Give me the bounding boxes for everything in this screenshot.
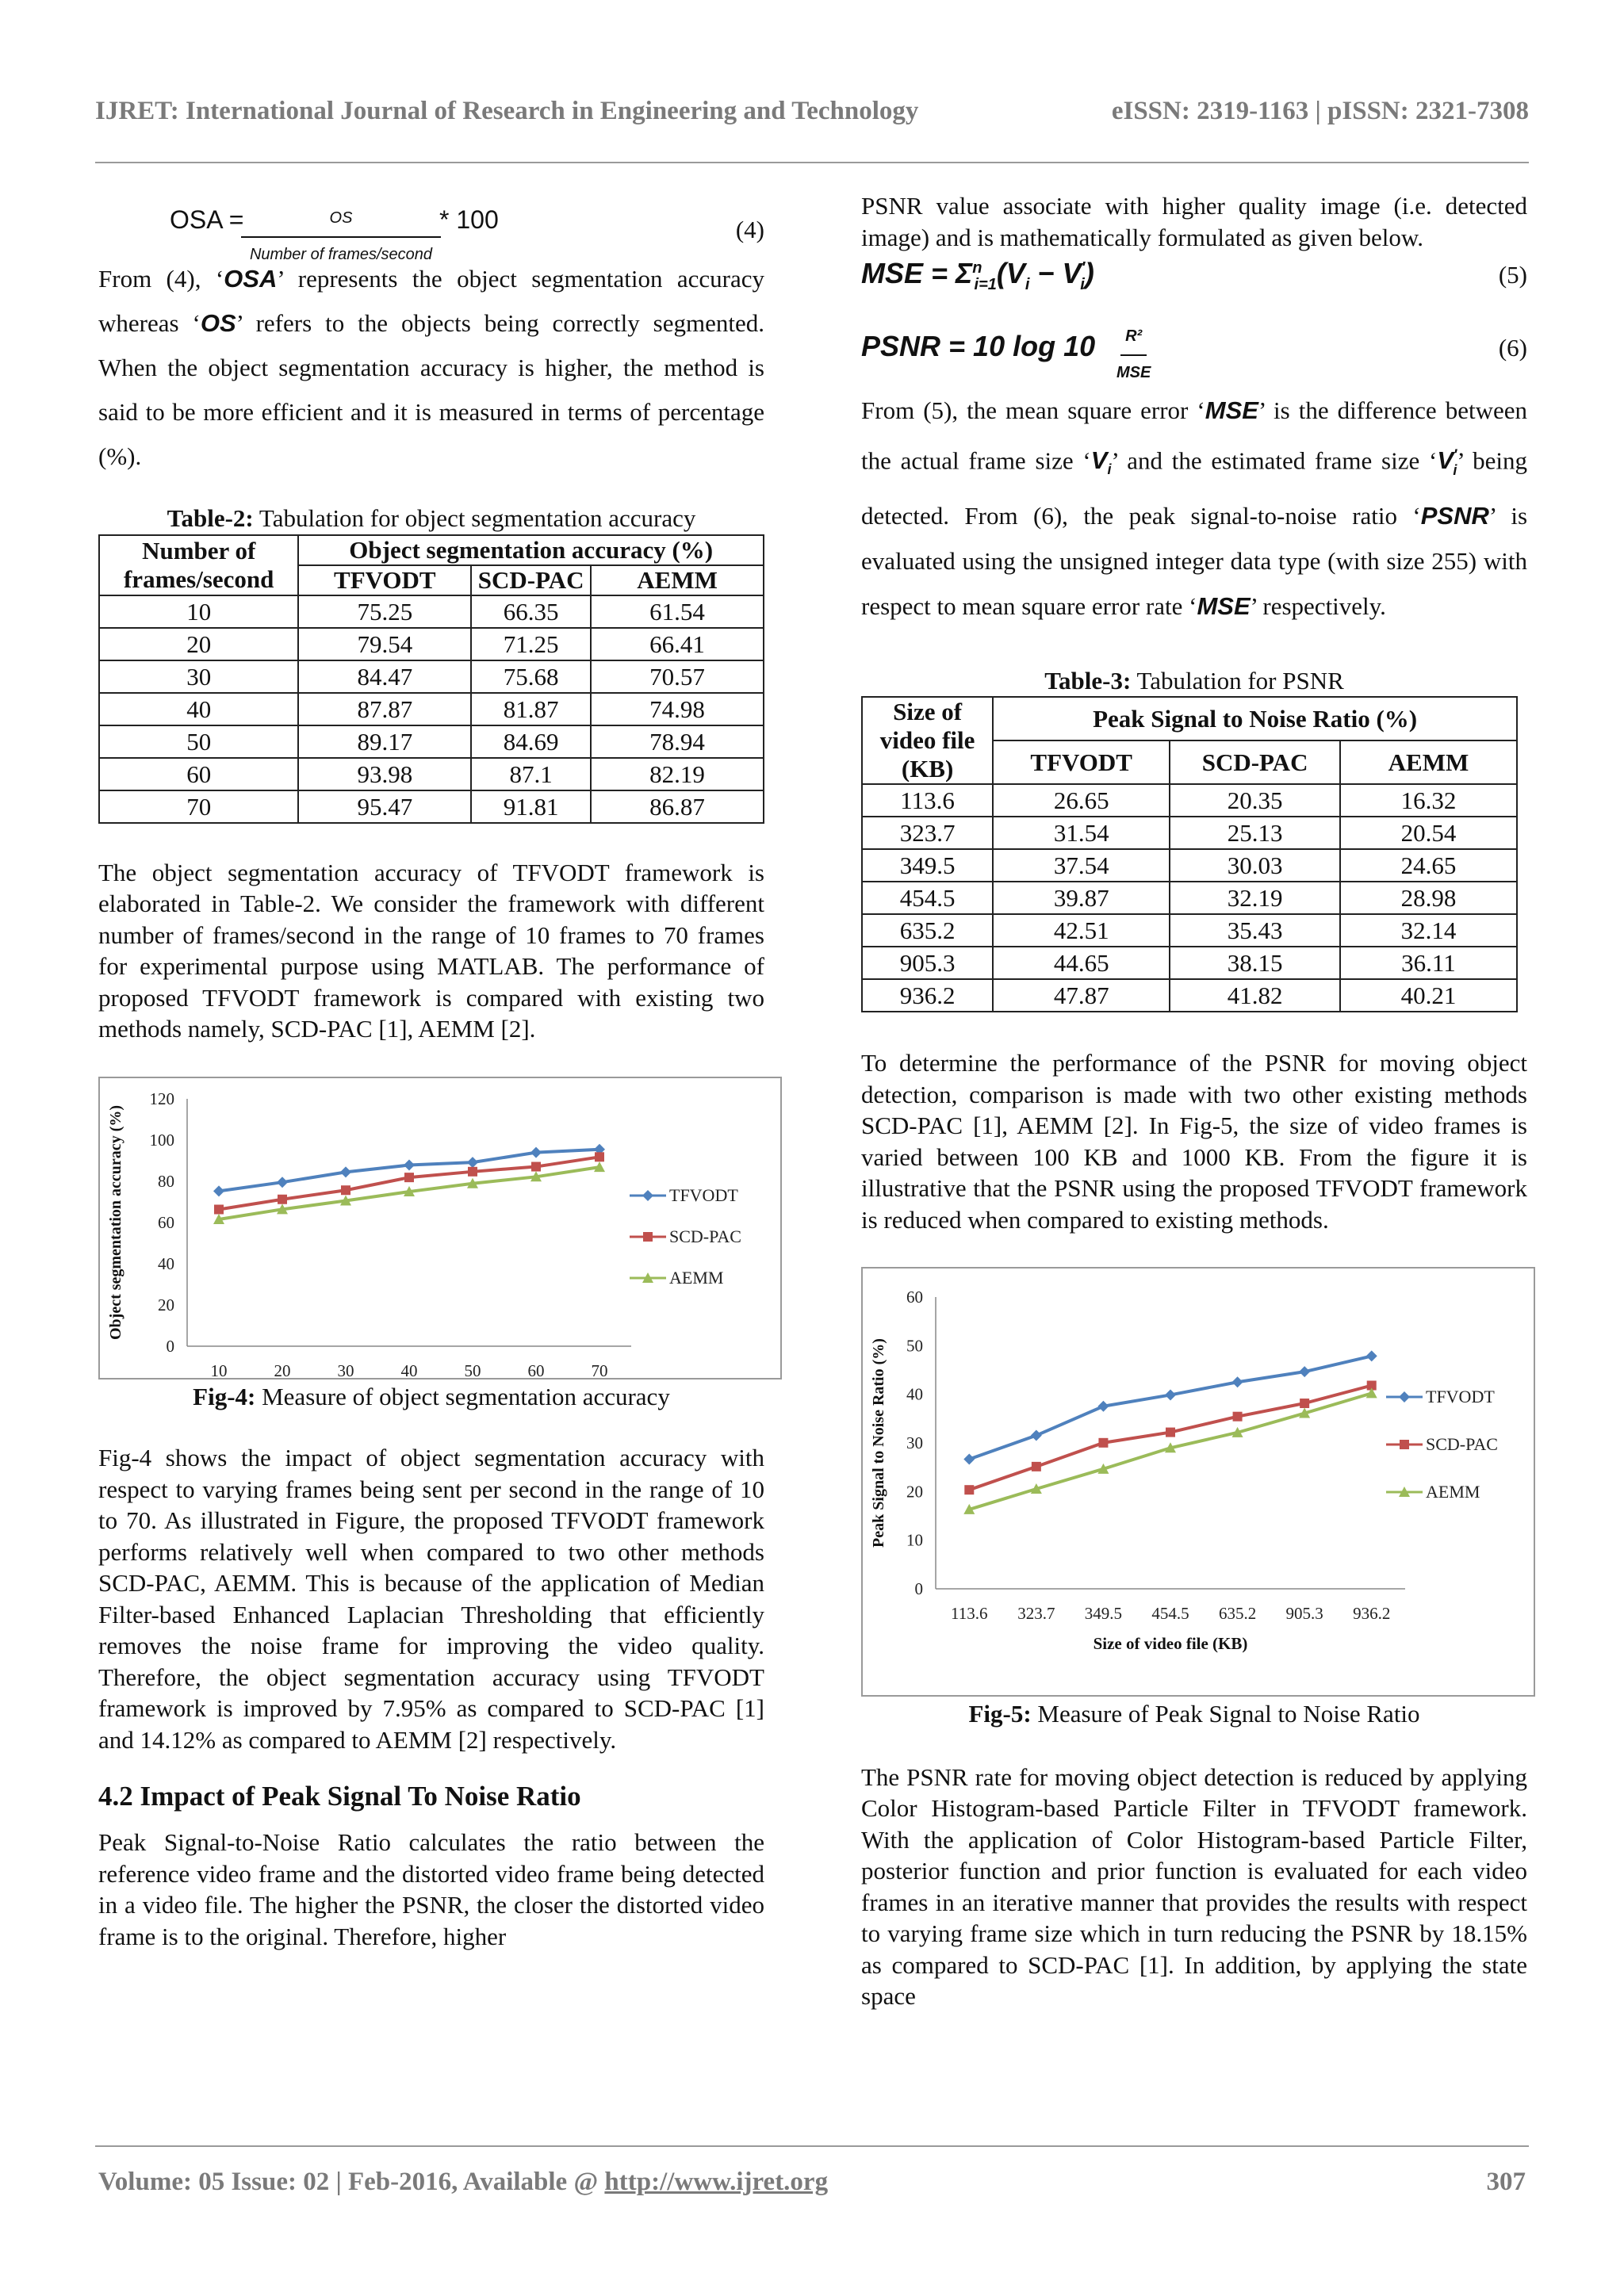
table3-cell: 30.03 [1170, 849, 1340, 882]
table3-cell: 936.2 [862, 979, 993, 1012]
table2-cell: 87.1 [471, 758, 591, 790]
table3-cell: 32.14 [1340, 914, 1517, 947]
data-point-tfvodt [1366, 1350, 1377, 1361]
table2-cell: 30 [99, 660, 298, 693]
eq5-sub: i=1 [974, 276, 997, 294]
y-tick-label: 20 [158, 1295, 174, 1314]
equation-4 [98, 190, 764, 263]
table3-cell: 35.43 [1170, 914, 1340, 947]
data-point-tfvodt [213, 1185, 224, 1196]
eq6-denominator: MSE [1116, 363, 1151, 381]
table2-cell: 70 [99, 790, 298, 823]
table3-cell: 44.65 [993, 947, 1170, 979]
y-tick-label: 40 [906, 1384, 923, 1404]
table2-row [99, 758, 764, 790]
eq5-formula [861, 253, 1094, 301]
data-point-scd-pac [468, 1166, 477, 1176]
psnr-quality-paragraph: PSNR value associate with higher quality image (i.e. detected image) and is mathematically formulated as given below. [861, 192, 1527, 251]
y-tick-label: 0 [166, 1336, 174, 1356]
mse-psnr-definition-paragraph [861, 388, 1527, 629]
table3-cell: 42.51 [993, 914, 1170, 947]
table2-cell: 84.47 [298, 660, 471, 693]
p1-text-c: ’ refers to the objects being correctly segmented. When the object segmentation accuracy is higher, the method is said to be more efficient and it is measured in terms of percentage (%). [98, 309, 764, 470]
table3-row [862, 979, 1517, 1012]
table2-cell: 93.98 [298, 758, 471, 790]
p2-text-f: ’ respectively. [1250, 591, 1386, 620]
page-number: 307 [1486, 2168, 1526, 2196]
legend-marker-tfvodt [642, 1190, 653, 1201]
data-point-tfvodt [1232, 1376, 1243, 1387]
table3-cell: 32.19 [1170, 882, 1340, 914]
table2-cell: 60 [99, 758, 298, 790]
legend-label-aemm: AEMM [669, 1267, 724, 1288]
eq4-denominator: Number of frames/second [249, 245, 433, 263]
data-point-tfvodt [404, 1159, 415, 1170]
data-point-tfvodt [530, 1146, 542, 1158]
eq4-rhs: * 100 [439, 205, 499, 234]
data-point-scd-pac [404, 1173, 414, 1182]
equation-6 [861, 321, 1527, 381]
table3-cell: 113.6 [862, 784, 993, 817]
table2-group-header: Object segmentation accuracy (%) [298, 535, 764, 565]
table2-col-scdpac: SCD-PAC [471, 565, 591, 595]
eq5-sub3: i [1080, 276, 1085, 294]
table2-caption [98, 503, 764, 534]
table3-col-tfvodt: TFVODT [993, 740, 1170, 784]
table3-row [862, 914, 1517, 947]
eq4-fraction [241, 203, 441, 270]
table3-cell: 31.54 [993, 817, 1170, 849]
legend-marker-scd-pac [643, 1232, 653, 1242]
table3-cell: 28.98 [1340, 882, 1517, 914]
x-tick-label: 40 [400, 1360, 418, 1378]
eq6-fraction [1116, 321, 1151, 388]
table2-cell: 79.54 [298, 628, 471, 660]
table2-caption-label: Table-2: [167, 504, 254, 532]
table3-cell: 26.65 [993, 784, 1170, 817]
table3-cell: 38.15 [1170, 947, 1340, 979]
table3-cell: 39.87 [993, 882, 1170, 914]
eq5-number: (5) [1498, 261, 1527, 289]
x-tick-label: 323.7 [1017, 1604, 1055, 1624]
x-tick-label: 349.5 [1084, 1604, 1123, 1624]
table3-caption-label: Table-3: [1044, 666, 1132, 695]
y-tick-label: 20 [906, 1482, 923, 1502]
y-axis-title: Object segmentation accuracy (%) [107, 1104, 124, 1340]
fig5-chart-frame [861, 1267, 1535, 1697]
data-point-scd-pac [595, 1152, 604, 1161]
p2-text-d: ’ being detected. From (6), the peak signal-to-noise ratio ‘ [861, 446, 1528, 530]
table2 [98, 534, 764, 824]
x-tick-label: 60 [527, 1360, 545, 1378]
table2-cell: 66.41 [591, 628, 764, 660]
eq4-number: (4) [735, 216, 764, 243]
x-tick-label: 20 [274, 1360, 291, 1378]
legend-label-scd-pac: SCD-PAC [1426, 1434, 1498, 1455]
journal-url-link[interactable]: http://www.ijret.org [604, 2168, 829, 2196]
legend-marker-scd-pac [1400, 1440, 1409, 1449]
eq5-sup3: ′ [1081, 259, 1086, 277]
legend-marker-tfvodt [1399, 1391, 1410, 1402]
eq6-number: (6) [1498, 334, 1527, 362]
vi-symbol-base: V [1090, 446, 1108, 475]
fig4-chart [100, 1078, 780, 1378]
fig4-discussion-paragraph: Fig-4 shows the impact of object segmentation accuracy with respect to varying frames being sent per second in the range of 10 to 70. As illustrated in Figure, the proposed TFVODT framework performs relatively well when compared to two other methods SCD-PAC, AEMM. This is because of the application of Median Filter-based Enhanced Laplacian Thresholding that efficiently removes the noise frame for improving the video quality. Therefore, the object segmentation accuracy using TFVODT framework is improved by 7.95% as compared to SCD-PAC [1] and 14.12% as compared to AEMM [2] respectively. [98, 1444, 764, 1754]
data-point-tfvodt [340, 1166, 351, 1177]
vi-symbol-sub: i [1107, 461, 1112, 478]
legend-label-tfvodt: TFVODT [669, 1184, 738, 1205]
data-point-scd-pac [1098, 1438, 1108, 1448]
fig5-caption-label: Fig-5: [968, 1700, 1032, 1728]
table2-caption-text: Tabulation for object segmentation accuracy [253, 504, 696, 532]
table3-cell: 25.13 [1170, 817, 1340, 849]
table3-caption-text: Tabulation for PSNR [1131, 666, 1344, 695]
table2-discussion-paragraph: The object segmentation accuracy of TFVODT framework is elaborated in Table-2. We consider the framework with different number of frames/second in the range of 10 frames to 70 frames for experimental purpose using MATLAB. The performance of proposed TFVODT framework is compared with existing two methods namely, SCD-PAC [1], AEMM [2]. [98, 858, 764, 1043]
fig4-chart-frame [98, 1077, 782, 1380]
table2-col-aemm: AEMM [591, 565, 764, 595]
p2-text-b: ’ is the difference between the actual frame size ‘ [861, 396, 1527, 475]
table2-cell: 75.25 [298, 595, 471, 628]
vi-prime-sup: ′ [1454, 447, 1457, 463]
table3-group-header: Peak Signal to Noise Ratio (%) [993, 697, 1517, 740]
vi-symbol [1090, 446, 1112, 478]
table3-cell: 20.35 [1170, 784, 1340, 817]
table3-cell: 454.5 [862, 882, 993, 914]
y-tick-label: 80 [158, 1171, 174, 1191]
table2-cell: 10 [99, 595, 298, 628]
table2-row [99, 725, 764, 758]
running-header [95, 97, 1529, 126]
eq4-numerator: OS [241, 203, 441, 238]
fig4-caption-text: Measure of object segmentation accuracy [255, 1382, 670, 1410]
table2-row [99, 628, 764, 660]
table2-cell: 78.94 [591, 725, 764, 758]
data-point-scd-pac [214, 1204, 224, 1214]
vi-prime-base: V [1437, 446, 1454, 475]
data-point-tfvodt [1165, 1389, 1176, 1400]
x-tick-label: 635.2 [1218, 1604, 1257, 1624]
y-tick-label: 10 [906, 1530, 923, 1550]
table3-row [862, 817, 1517, 849]
eq5-mid: − V [1029, 257, 1082, 289]
p2-text-e: ’ is evaluated using the unsigned integer data type (with size 255) with respect to mean square error rate ‘ [861, 501, 1528, 620]
table3-cell: 24.65 [1340, 849, 1517, 882]
psnr-result-paragraph: The PSNR rate for moving object detection is reduced by applying Color Histogram-based Particle Filter in TFVODT framework. With the application of Color Histogram-based Particle Filter, posterior function and prior function is evaluated for each video frames in an iterative manner that provides the results with respect to varying frame size which in turn reducing the PSNR by 18.15% as compared to SCD-PAC [1]. In addition, by applying the state space [861, 1762, 1527, 2011]
header-rule [95, 162, 1529, 163]
data-point-scd-pac [1032, 1462, 1041, 1471]
eq5-sub2: i [1025, 276, 1030, 294]
y-tick-label: 60 [158, 1212, 174, 1232]
table2-cell: 40 [99, 693, 298, 725]
eq5-lhs: MSE = Σ [861, 257, 973, 289]
data-point-tfvodt [963, 1454, 975, 1465]
psnr-intro-paragraph: Peak Signal-to-Noise Ratio calculates the ratio between the reference video frame and the distorted video frame being detected in a video file. The higher the PSNR, the closer the distorted video frame is to the original. Therefore, higher [98, 1828, 764, 1950]
section-heading-4-2: 4.2 Impact of Peak Signal To Noise Ratio [98, 1781, 581, 1812]
vi-prime-symbol [1437, 446, 1457, 478]
vi-prime-sub: i [1453, 461, 1457, 478]
data-point-scd-pac [1233, 1412, 1243, 1422]
fig4-caption [98, 1381, 764, 1413]
y-tick-label: 40 [158, 1253, 174, 1273]
table2-cell: 70.57 [591, 660, 764, 693]
table2-cell: 20 [99, 628, 298, 660]
table2-cell: 82.19 [591, 758, 764, 790]
fig5-caption [861, 1698, 1527, 1730]
legend-label-tfvodt: TFVODT [1426, 1387, 1495, 1407]
footer-volume-text: Volume: 05 Issue: 02 | Feb-2016, Available @ [98, 2168, 605, 2196]
table2-cell: 61.54 [591, 595, 764, 628]
x-tick-label: 70 [591, 1360, 608, 1378]
x-tick-label: 905.3 [1285, 1604, 1323, 1624]
p2-text-a: From (5), the mean square error ‘ [861, 396, 1205, 424]
journal-issn: eISSN: 2319-1163 | pISSN: 2321-7308 [1111, 97, 1529, 125]
table2-cell: 50 [99, 725, 298, 758]
table3-cell: 16.32 [1340, 784, 1517, 817]
data-point-scd-pac [278, 1194, 287, 1203]
eq5-close: ) [1084, 257, 1094, 289]
legend-label-aemm: AEMM [1426, 1482, 1480, 1502]
table3-cell: 323.7 [862, 817, 993, 849]
table3-row [862, 882, 1517, 914]
eq4-lhs: OSA = [170, 205, 244, 234]
data-point-tfvodt [1031, 1430, 1042, 1441]
left-column [98, 190, 764, 1952]
table3 [861, 696, 1518, 1012]
data-point-scd-pac [964, 1485, 974, 1494]
fig5-chart [863, 1269, 1534, 1695]
table3-row [862, 849, 1517, 882]
table3-cell: 36.11 [1340, 947, 1517, 979]
y-axis-title: Peak Signal to Noise Ratio (%) [870, 1338, 887, 1548]
eq5-sup: n [972, 259, 982, 277]
table2-col-tfvodt: TFVODT [298, 565, 471, 595]
p1-text-a: From (4), ‘ [98, 265, 224, 293]
x-tick-label: 50 [464, 1360, 481, 1378]
table2-cell: 91.81 [471, 790, 591, 823]
data-point-tfvodt [1097, 1401, 1109, 1412]
data-point-tfvodt [467, 1157, 478, 1168]
fig4-caption-label: Fig-4: [193, 1382, 256, 1410]
eq6-lhs: PSNR = 10 log 10 [861, 330, 1096, 362]
mse-symbol-2: MSE [1197, 591, 1251, 620]
x-tick-label: 113.6 [951, 1604, 988, 1624]
data-point-scd-pac [341, 1185, 350, 1195]
table2-row [99, 595, 764, 628]
legend-label-scd-pac: SCD-PAC [669, 1226, 741, 1246]
table2-cell: 87.87 [298, 693, 471, 725]
y-tick-label: 30 [906, 1433, 923, 1453]
table2-row [99, 790, 764, 823]
psnr-symbol: PSNR [1420, 501, 1489, 530]
p1-text-b: ’ represents the object segmentation accuracy whereas ‘ [98, 265, 764, 337]
table3-col-aemm: AEMM [1340, 740, 1517, 784]
table2-cell: 66.35 [471, 595, 591, 628]
table3-cell: 37.54 [993, 849, 1170, 882]
table3-cell: 349.5 [862, 849, 993, 882]
data-point-tfvodt [277, 1177, 288, 1188]
data-point-scd-pac [531, 1161, 541, 1171]
table2-row [99, 693, 764, 725]
y-tick-label: 100 [149, 1130, 174, 1150]
osa-symbol: OSA [224, 265, 278, 293]
footer-volume-info [98, 2168, 828, 2197]
data-point-scd-pac [1166, 1428, 1175, 1437]
table2-row [99, 660, 764, 693]
y-tick-label: 60 [906, 1288, 923, 1307]
running-footer [98, 2168, 1526, 2197]
table3-row [862, 784, 1517, 817]
table3-cell: 40.21 [1340, 979, 1517, 1012]
table2-row-header: Number of frames/second [99, 535, 298, 595]
fig5-intro-paragraph: To determine the performance of the PSNR for moving object detection, comparison is made with two other existing methods SCD-PAC [1], AEMM [2]. In Fig-5, the size of video frames is varied between 100 KB and 1000 KB. From the figure it is illustrative that the PSNR using the proposed TFVODT framework is reduced when compared to existing methods. [861, 1049, 1527, 1234]
osa-definition-paragraph [98, 257, 764, 479]
right-column [861, 190, 1527, 2012]
journal-title: IJRET: International Journal of Research in Engineering and Technology [95, 97, 919, 125]
table3-col-scdpac: SCD-PAC [1170, 740, 1340, 784]
footer-rule [95, 2145, 1529, 2147]
equation-5 [861, 253, 1527, 310]
p2-text-c: ’ and the estimated frame size ‘ [1111, 446, 1438, 475]
table3-cell: 905.3 [862, 947, 993, 979]
data-point-tfvodt [1299, 1366, 1310, 1377]
os-symbol: OS [200, 309, 236, 337]
y-tick-label: 50 [906, 1336, 923, 1356]
data-point-scd-pac [1300, 1399, 1309, 1408]
table2-cell: 75.68 [471, 660, 591, 693]
table3-cell: 20.54 [1340, 817, 1517, 849]
table2-cell: 86.87 [591, 790, 764, 823]
mse-symbol: MSE [1205, 396, 1258, 424]
table3-caption [861, 665, 1527, 697]
y-tick-label: 120 [149, 1089, 174, 1108]
table3-cell: 47.87 [993, 979, 1170, 1012]
table3-cell: 41.82 [1170, 979, 1340, 1012]
x-axis-title: Size of video file (KB) [1093, 1634, 1248, 1654]
table2-cell: 81.87 [471, 693, 591, 725]
fig5-caption-text: Measure of Peak Signal to Noise Ratio [1031, 1700, 1420, 1728]
eq6-numerator: R² [1120, 321, 1147, 356]
y-tick-label: 0 [914, 1579, 923, 1599]
table3-row [862, 947, 1517, 979]
table2-cell: 74.98 [591, 693, 764, 725]
table2-cell: 95.47 [298, 790, 471, 823]
table2-cell: 89.17 [298, 725, 471, 758]
x-tick-label: 454.5 [1151, 1604, 1189, 1624]
x-tick-label: 936.2 [1353, 1604, 1391, 1624]
table2-cell: 71.25 [471, 628, 591, 660]
x-tick-label: 10 [210, 1360, 228, 1378]
eq5-rest: (V [996, 257, 1025, 289]
x-tick-label: 30 [337, 1360, 354, 1378]
table3-row-header: Size of video file (KB) [862, 697, 993, 784]
table2-cell: 84.69 [471, 725, 591, 758]
table3-cell: 635.2 [862, 914, 993, 947]
